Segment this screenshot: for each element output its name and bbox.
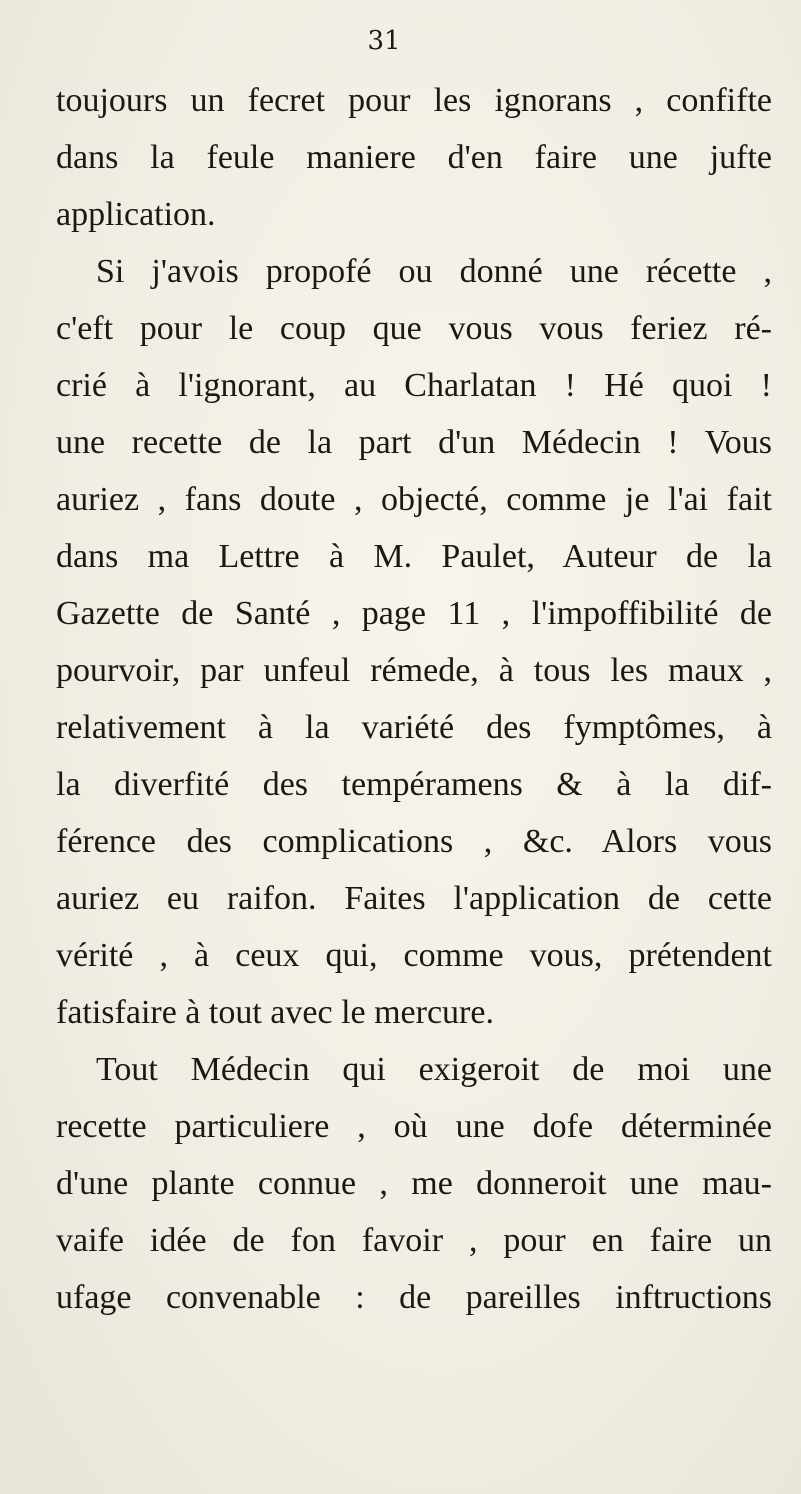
text-line: dans la feule maniere d'en faire une jufte — [56, 139, 772, 176]
text-line: dans ma Lettre à M. Paulet, Auteur de la — [56, 538, 772, 575]
text-line: vérité , à ceux qui, comme vous, prétendent — [56, 937, 772, 974]
text-line: crié à l'ignorant, au Charlatan ! Hé quoi ! — [56, 367, 772, 404]
text-line: c'eft pour le coup que vous vous feriez ré- — [56, 310, 772, 347]
text-line: recette particuliere , où une dofe déterminée — [56, 1108, 772, 1145]
text-line: Tout Médecin qui exigeroit de moi une — [96, 1051, 772, 1088]
text-line: la diverfité des tempéramens & à la dif- — [56, 766, 772, 803]
text-line: Si j'avois propofé ou donné une récette , — [96, 253, 772, 290]
text-line: vaife idée de fon favoir , pour en faire un — [56, 1222, 772, 1259]
text-line: pourvoir, par unfeul rémede, à tous les maux , — [56, 652, 772, 689]
text-line: auriez eu raifon. Faites l'application de cette — [56, 880, 772, 917]
text-line: Gazette de Santé , page 11 , l'impoffibilité de — [56, 595, 772, 632]
body-text — [56, 72, 772, 1326]
text-line: application. — [56, 196, 216, 233]
text-line: toujours un fecret pour les ignorans , confifte — [56, 82, 772, 119]
text-line: d'une plante connue , me donneroit une mau- — [56, 1165, 772, 1202]
text-line: fatisfaire à tout avec le mercure. — [56, 994, 494, 1031]
page-number: 31 — [367, 26, 401, 56]
text-line: auriez , fans doute , objecté, comme je l'ai fait — [56, 481, 772, 518]
text-line: férence des complications , &c. Alors vous — [56, 823, 772, 860]
text-line: relativement à la variété des fymptômes, à — [56, 709, 772, 746]
text-line: une recette de la part d'un Médecin ! Vous — [56, 424, 772, 461]
text-line: ufage convenable : de pareilles inftructions — [56, 1279, 772, 1316]
